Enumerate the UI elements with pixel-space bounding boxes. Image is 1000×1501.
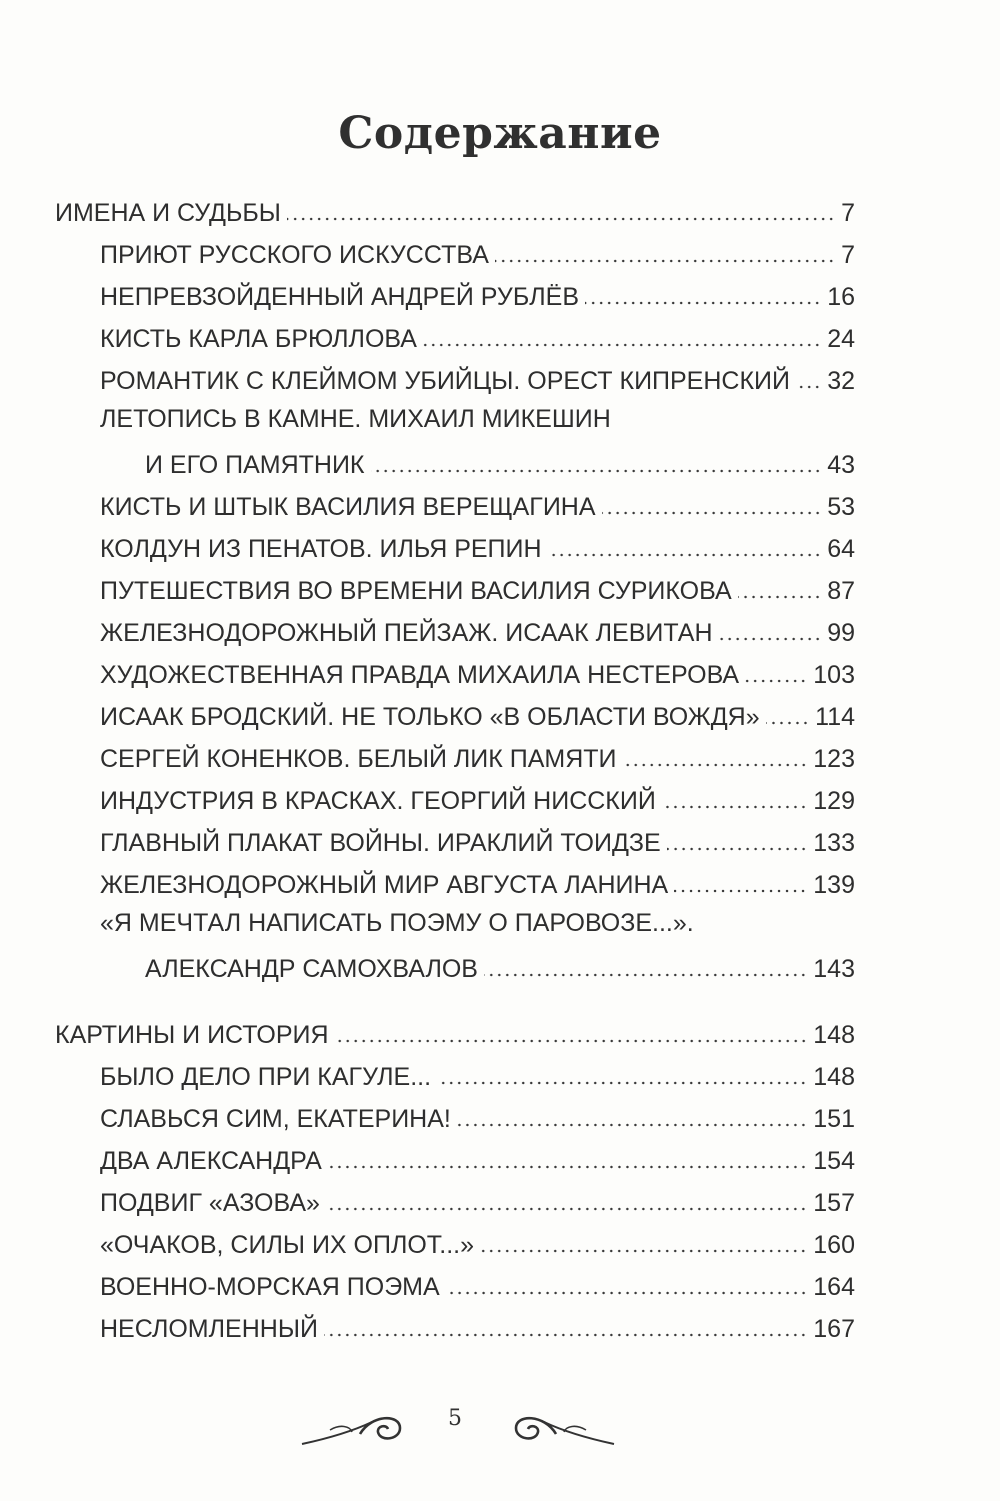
toc-entry xyxy=(100,236,855,270)
entry-title: РОМАНТИК С КЛЕЙМОМ УБИЙЦЫ. ОРЕСТ КИПРЕНСКИЙ xyxy=(100,367,790,395)
dot-leader xyxy=(335,1034,808,1044)
entry-page: 7 xyxy=(841,241,855,269)
dot-leader xyxy=(738,590,822,600)
entry-title: ИСААК БРОДСКИЙ. НЕ ТОЛЬКО «В ОБЛАСТИ ВОЖДЯ» xyxy=(100,703,760,731)
entry-title: КИСТЬ КАРЛА БРЮЛЛОВА xyxy=(100,325,417,353)
entry-page: 129 xyxy=(813,787,855,815)
toc-entry xyxy=(100,698,855,732)
entry-page: 103 xyxy=(813,661,855,689)
toc-entry xyxy=(100,824,855,858)
entry-title: ГЛАВНЫЙ ПЛАКАТ ВОЙНЫ. ИРАКЛИЙ ТОИДЗЕ xyxy=(100,829,661,857)
entry-title: ЖЕЛЕЗНОДОРОЖНЫЙ МИР АВГУСТА ЛАНИНА xyxy=(100,871,669,899)
entry-title-line: ЛЕТОПИСЬ В КАМНЕ. МИХАИЛ МИКЕШИН xyxy=(100,405,611,433)
entry-page: 43 xyxy=(827,451,855,479)
dot-leader xyxy=(324,1328,807,1338)
dot-leader xyxy=(623,758,808,768)
page-number: 5 xyxy=(448,1406,462,1431)
dot-leader xyxy=(480,1244,807,1254)
dot-leader xyxy=(674,884,807,894)
toc-entry xyxy=(100,1310,855,1344)
entry-page: 53 xyxy=(827,493,855,521)
entry-page: 164 xyxy=(813,1273,855,1301)
dot-leader xyxy=(457,1118,807,1128)
entry-page: 148 xyxy=(813,1021,855,1049)
entry-title: АЛЕКСАНДР САМОХВАЛОВ xyxy=(145,955,478,983)
entry-page: 123 xyxy=(813,745,855,773)
entry-page: 151 xyxy=(813,1105,855,1133)
dot-leader xyxy=(662,800,807,810)
entry-title: СЛАВЬСЯ СИМ, ЕКАТЕРИНА! xyxy=(100,1105,451,1133)
dot-leader xyxy=(328,1160,807,1170)
entry-page: 167 xyxy=(813,1315,855,1343)
toc-entry xyxy=(100,362,855,396)
entry-page: 114 xyxy=(815,703,855,731)
toc-entry xyxy=(100,782,855,816)
entry-title: ХУДОЖЕСТВЕННАЯ ПРАВДА МИХАИЛА НЕСТЕРОВА xyxy=(100,661,740,689)
toc-entry xyxy=(145,950,855,984)
dot-leader xyxy=(495,254,835,264)
toc-entry xyxy=(100,1058,855,1092)
toc-entry xyxy=(100,530,855,564)
toc-entry xyxy=(145,446,855,480)
toc-entry xyxy=(100,740,855,774)
dot-leader xyxy=(446,1286,808,1296)
dot-leader xyxy=(602,506,822,516)
entry-page: 160 xyxy=(813,1231,855,1259)
entry-title: ПОДВИГ «АЗОВА» xyxy=(100,1189,320,1217)
entry-title: КАРТИНЫ И ИСТОРИЯ xyxy=(55,1021,329,1049)
entry-title: ИНДУСТРИЯ В КРАСКАХ. ГЕОРГИЙ НИССКИЙ xyxy=(100,787,656,815)
entry-page: 87 xyxy=(827,577,855,605)
dot-leader xyxy=(585,296,821,306)
dot-leader xyxy=(287,212,835,222)
entry-title-line: «Я МЕЧТАЛ НАПИСАТЬ ПОЭМУ О ПАРОВОЗЕ...». xyxy=(100,909,694,937)
entry-title: ВОЕННО-МОРСКАЯ ПОЭМА xyxy=(100,1273,440,1301)
dot-leader xyxy=(796,380,821,390)
entry-page: 139 xyxy=(813,871,855,899)
dot-leader xyxy=(437,1076,807,1086)
toc-entry xyxy=(100,572,855,606)
entry-title: КИСТЬ И ШТЫК ВАСИЛИЯ ВЕРЕЩАГИНА xyxy=(100,493,596,521)
toc-entry xyxy=(100,488,855,522)
entry-title: НЕПРЕВЗОЙДЕННЫЙ АНДРЕЙ РУБЛЁВ xyxy=(100,283,579,311)
entry-title: БЫЛО ДЕЛО ПРИ КАГУЛЕ... xyxy=(100,1063,432,1091)
entry-page: 99 xyxy=(827,619,855,647)
entry-title: И ЕГО ПАМЯТНИК xyxy=(145,451,365,479)
entry-title: ПУТЕШЕСТВИЯ ВО ВРЕМЕНИ ВАСИЛИЯ СУРИКОВА xyxy=(100,577,732,605)
dot-leader xyxy=(326,1202,807,1212)
entry-page: 64 xyxy=(827,535,855,563)
entry-title: НЕСЛОМЛЕННЫЙ xyxy=(100,1315,318,1343)
entry-page: 143 xyxy=(813,955,855,983)
entry-page: 32 xyxy=(827,367,855,395)
toc-entry xyxy=(100,866,855,900)
entry-title: СЕРГЕЙ КОНЕНКОВ. БЕЛЫЙ ЛИК ПАМЯТИ xyxy=(100,745,617,773)
entry-page: 133 xyxy=(813,829,855,857)
entry-page: 148 xyxy=(813,1063,855,1091)
entry-title: «ОЧАКОВ, СИЛЫ ИХ ОПЛОТ...» xyxy=(100,1231,475,1259)
dot-leader xyxy=(766,716,809,726)
dot-leader xyxy=(548,548,822,558)
entry-title: КОЛДУН ИЗ ПЕНАТОВ. ИЛЬЯ РЕПИН xyxy=(100,535,542,563)
toc-entry xyxy=(100,1184,855,1218)
toc-entry xyxy=(100,1100,855,1134)
dot-leader xyxy=(484,968,807,978)
entry-page: 7 xyxy=(841,199,855,227)
toc-section-heading xyxy=(55,1016,855,1050)
dot-leader xyxy=(719,632,822,642)
dot-leader xyxy=(423,338,821,348)
dot-leader xyxy=(745,674,807,684)
right-flourish-icon xyxy=(506,1408,616,1448)
toc-entry xyxy=(100,1226,855,1260)
toc-section-heading xyxy=(55,194,855,228)
toc-entry xyxy=(100,1268,855,1302)
toc-entry xyxy=(100,1142,855,1176)
entry-page: 16 xyxy=(827,283,855,311)
dot-leader xyxy=(667,842,808,852)
dot-leader xyxy=(371,464,822,474)
entry-title: ДВА АЛЕКСАНДРА xyxy=(100,1147,322,1175)
toc-entry xyxy=(100,656,855,690)
entry-page: 154 xyxy=(813,1147,855,1175)
entry-title: ЖЕЛЕЗНОДОРОЖНЫЙ ПЕЙЗАЖ. ИСААК ЛЕВИТАН xyxy=(100,619,713,647)
toc-entry xyxy=(100,278,855,312)
entry-page: 24 xyxy=(827,325,855,353)
entry-title: ПРИЮТ РУССКОГО ИСКУССТВА xyxy=(100,241,489,269)
toc-entry xyxy=(100,320,855,354)
entry-title: ИМЕНА И СУДЬБЫ xyxy=(55,199,281,227)
page-title: Содержание xyxy=(338,108,662,159)
entry-page: 157 xyxy=(813,1189,855,1217)
toc-entry xyxy=(100,614,855,648)
